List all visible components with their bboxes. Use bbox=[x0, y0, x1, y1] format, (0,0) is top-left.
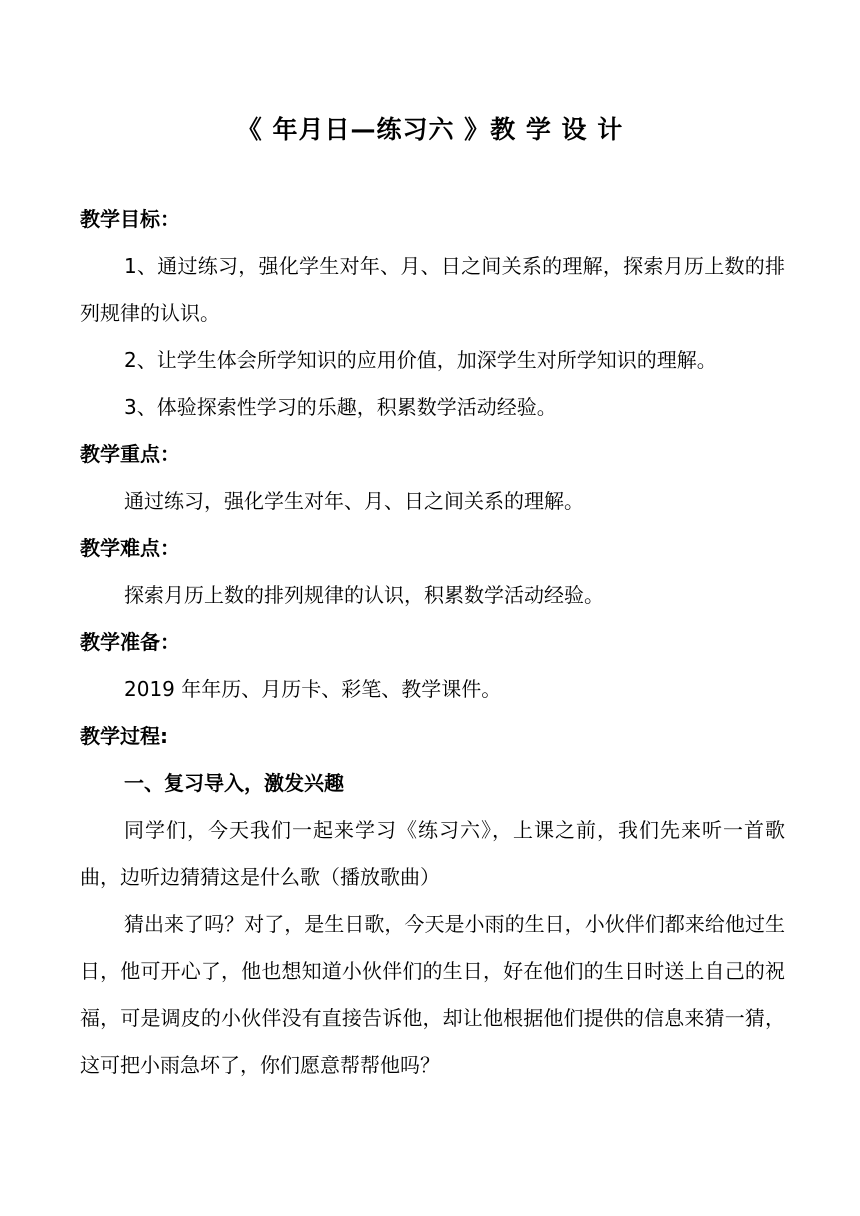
difficulties-text: 探索月历上数的排列规律的认识，积累数学活动经验。 bbox=[124, 583, 604, 607]
goal-2: 2、让学生体会所学知识的应用价值，加深学生对所学知识的理解。 bbox=[124, 348, 717, 372]
document-body bbox=[80, 196, 785, 1089]
process-paragraph-2: 猜出来了吗？对了，是生日歌，今天是小雨的生日，小伙伴们都来给他过生日，他可开心了，他也想知道小伙伴们的生日，好在他们的生日时送上自己的祝福，可是调皮的小伙伴没有直接告诉他，却让他根据他们提供的信息来猜一猜，这可把小雨急坏了，你们愿意帮帮他吗？ bbox=[80, 912, 785, 1077]
difficulties-heading: 教学难点： bbox=[80, 536, 180, 560]
process-step-1-heading: 一、复习导入，激发兴趣 bbox=[124, 771, 344, 795]
goal-3: 3、体验探索性学习的乐趣，积累数学活动经验。 bbox=[124, 395, 557, 419]
goal-1: 1、通过练习，强化学生对年、月、日之间关系的理解，探索月历上数的排列规律的认识。 bbox=[80, 254, 785, 325]
process-heading: 教学过程: bbox=[80, 724, 168, 748]
document-title: 《 年月日—练习六 》教 学 设 计 bbox=[236, 115, 624, 144]
key-points-heading: 教学重点： bbox=[80, 442, 180, 466]
preparation-text: 2019 年年历、月历卡、彩笔、教学课件。 bbox=[124, 677, 502, 701]
preparation-heading: 教学准备： bbox=[80, 630, 180, 654]
process-paragraph-1: 同学们，今天我们一起来学习《练习六》，上课之前，我们先来听一首歌曲，边听边猜猜这是什么歌（播放歌曲） bbox=[80, 818, 785, 889]
key-points-text: 通过练习，强化学生对年、月、日之间关系的理解。 bbox=[124, 489, 584, 513]
goals-heading: 教学目标： bbox=[80, 207, 180, 231]
